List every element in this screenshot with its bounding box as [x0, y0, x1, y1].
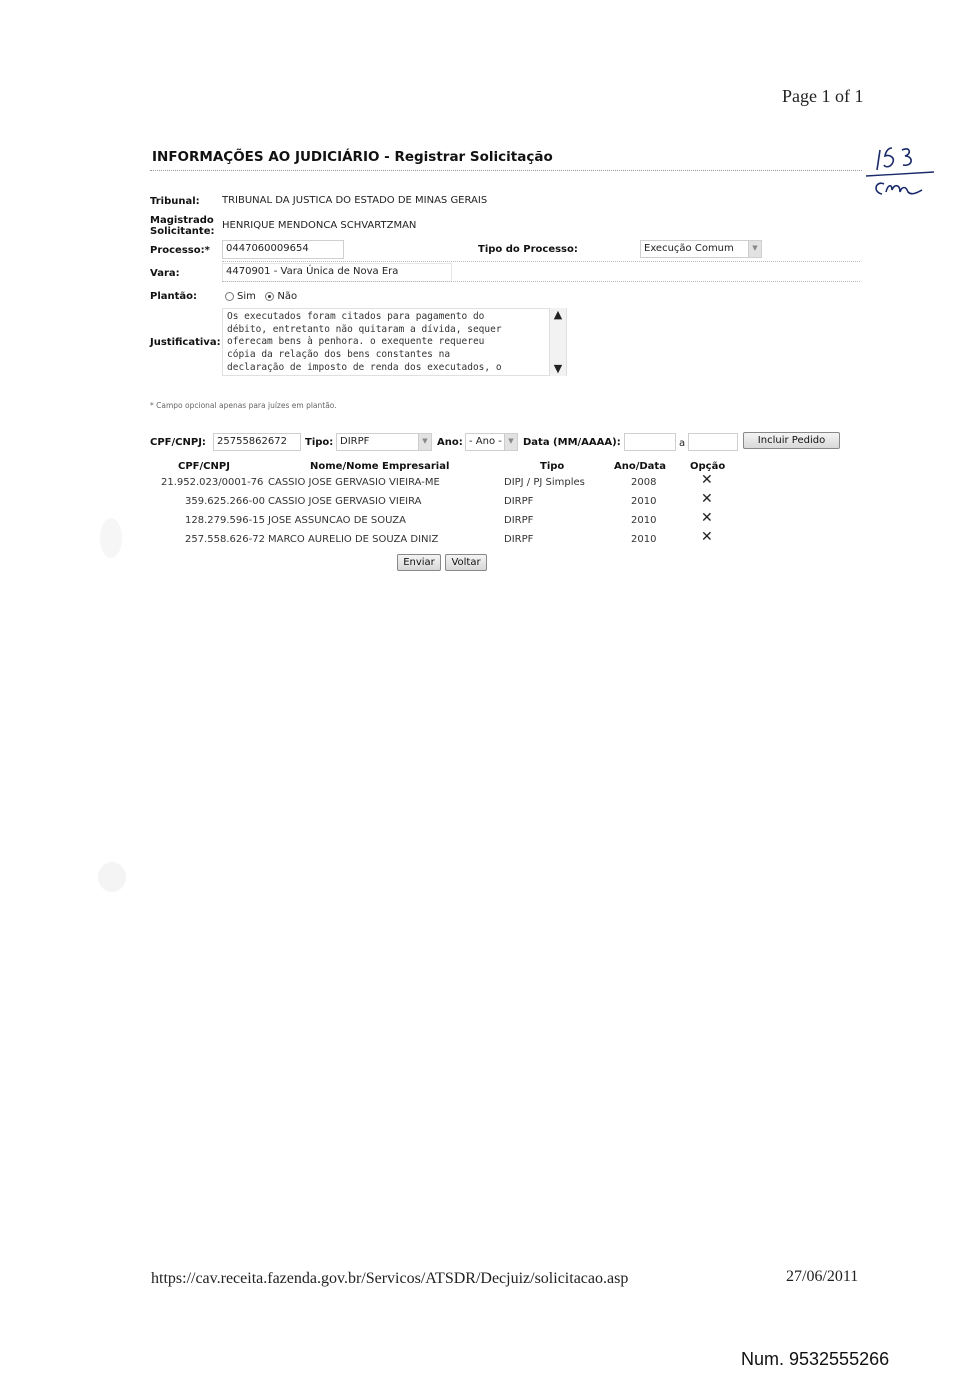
column-header-opcao: Opção [690, 461, 726, 472]
row-ano: 2010 [631, 534, 657, 545]
page-title-sub: Registrar Solicitação [394, 149, 553, 165]
chevron-up-icon[interactable]: ▲ [553, 308, 563, 321]
justificativa-scrollbar[interactable] [549, 308, 566, 376]
row-tipo: DIRPF [504, 496, 534, 507]
justificativa-line: oferecam bens à penhora. o exequente requereu [227, 336, 485, 348]
tipo-processo-label: Tipo do Processo: [478, 244, 578, 255]
row-name: CASSIO JOSE GERVASIO VIEIRA-ME [268, 477, 440, 488]
processo-input[interactable]: 0447060009654 [222, 240, 344, 259]
column-header-ano: Ano/Data [614, 461, 666, 472]
column-header-tipo: Tipo [540, 461, 565, 472]
data-range-separator: a [679, 438, 686, 449]
row-name: MARCO AURELIO DE SOUZA DINIZ [268, 534, 439, 545]
row-divider [222, 281, 860, 282]
ano-label: Ano: [437, 437, 463, 448]
vara-value[interactable]: 4470901 - Vara Única de Nova Era [222, 263, 452, 282]
justificativa-textarea[interactable] [222, 308, 567, 376]
cpf-input[interactable]: 25755862672 [213, 433, 301, 451]
row-ano: 2010 [631, 496, 657, 507]
plantao-nao-option[interactable] [265, 291, 297, 302]
tipo-processo-select[interactable] [640, 240, 762, 258]
row-tipo: DIPJ / PJ Simples [504, 477, 585, 488]
plantao-sim-label: Sim [237, 291, 256, 302]
chevron-down-icon[interactable]: ▼ [504, 434, 517, 450]
tribunal-label: Tribunal: [150, 196, 200, 207]
page-title-main: INFORMAÇÕES AO JUDICIÁRIO [152, 149, 380, 165]
processo-label: Processo:* [150, 245, 210, 256]
row-divider [222, 261, 860, 262]
plantao-sim-option[interactable] [225, 291, 256, 302]
tribunal-value: TRIBUNAL DA JUSTICA DO ESTADO DE MINAS GERAIS [222, 195, 488, 206]
voltar-button[interactable]: Voltar [445, 554, 487, 571]
ano-select-value: - Ano - [469, 436, 502, 447]
document-number: Num. 9532555266 [741, 1349, 890, 1369]
handwritten-annotation [862, 140, 942, 206]
vara-label: Vara: [150, 268, 180, 279]
justificativa-line: cópia da relação dos bens constantes na [227, 349, 451, 361]
row-doc: 257.558.626-72 [185, 534, 265, 545]
row-tipo: DIRPF [504, 515, 534, 526]
remove-icon[interactable]: ✕ [701, 529, 713, 545]
magistrado-label [150, 215, 215, 237]
remove-icon[interactable]: ✕ [701, 491, 713, 507]
row-doc: 359.625.266-00 [185, 496, 265, 507]
row-name: JOSE ASSUNCAO DE SOUZA [268, 515, 406, 526]
row-ano: 2008 [631, 477, 657, 488]
tipo-select-value: DIRPF [340, 436, 370, 447]
plantao-nao-label: Não [277, 291, 298, 302]
remove-icon[interactable]: ✕ [701, 472, 713, 488]
justificativa-line: Os executados foram citados para pagamento do [227, 311, 485, 322]
scan-artifact [100, 518, 122, 558]
remove-icon[interactable]: ✕ [701, 510, 713, 526]
chevron-down-icon[interactable]: ▼ [553, 362, 563, 375]
column-header-nome: Nome/Nome Empresarial [310, 461, 450, 472]
enviar-button[interactable]: Enviar [397, 554, 441, 571]
chevron-down-icon[interactable]: ▼ [748, 241, 761, 257]
optional-field-note: * Campo opcional apenas para juízes em plantão. [150, 401, 337, 410]
magistrado-value: HENRIQUE MENDONCA SCHVARTZMAN [222, 220, 417, 231]
plantao-radio-group [225, 291, 297, 302]
footer-url: https://cav.receita.fazenda.gov.br/Servicos/ATSDR/Decjuiz/solicitacao.asp [151, 1270, 629, 1287]
radio-nao[interactable] [265, 292, 274, 301]
chevron-down-icon[interactable]: ▼ [418, 434, 431, 450]
page-title [152, 149, 553, 165]
row-name: CASSIO JOSE GERVASIO VIEIRA [268, 496, 422, 507]
ano-select[interactable] [465, 433, 518, 451]
data-inicio-input[interactable] [624, 433, 676, 451]
magistrado-label-line1: Magistrado [150, 215, 214, 226]
tipo-label: Tipo: [305, 437, 334, 448]
tipo-processo-value: Execução Comum [644, 243, 734, 254]
cpf-label: CPF/CNPJ: [150, 437, 206, 448]
scan-artifact [98, 862, 126, 892]
magistrado-label-line2: Solicitante: [150, 226, 215, 237]
title-divider [150, 170, 862, 171]
radio-sim[interactable] [225, 292, 234, 301]
justificativa-label: Justificativa: [150, 337, 221, 348]
row-tipo: DIRPF [504, 534, 534, 545]
row-ano: 2010 [631, 515, 657, 526]
incluir-pedido-button[interactable]: Incluir Pedido [743, 432, 840, 449]
plantao-label: Plantão: [150, 291, 198, 302]
data-fim-input[interactable] [688, 433, 738, 451]
page-number: Page 1 of 1 [782, 86, 864, 106]
row-doc: 21.952.023/0001-76 [161, 477, 264, 488]
page-title-separator: - [379, 149, 395, 165]
justificativa-line: declaração de imposto de renda dos executados, o [227, 361, 502, 373]
tipo-select[interactable] [336, 433, 432, 451]
column-header-cpf: CPF/CNPJ [178, 461, 230, 472]
data-label: Data (MM/AAAA): [523, 437, 621, 448]
row-doc: 128.279.596-15 [185, 515, 265, 526]
justificativa-line: débito, entretanto não quitaram a dívida, sequer [227, 323, 502, 335]
footer-date: 27/06/2011 [786, 1268, 859, 1285]
